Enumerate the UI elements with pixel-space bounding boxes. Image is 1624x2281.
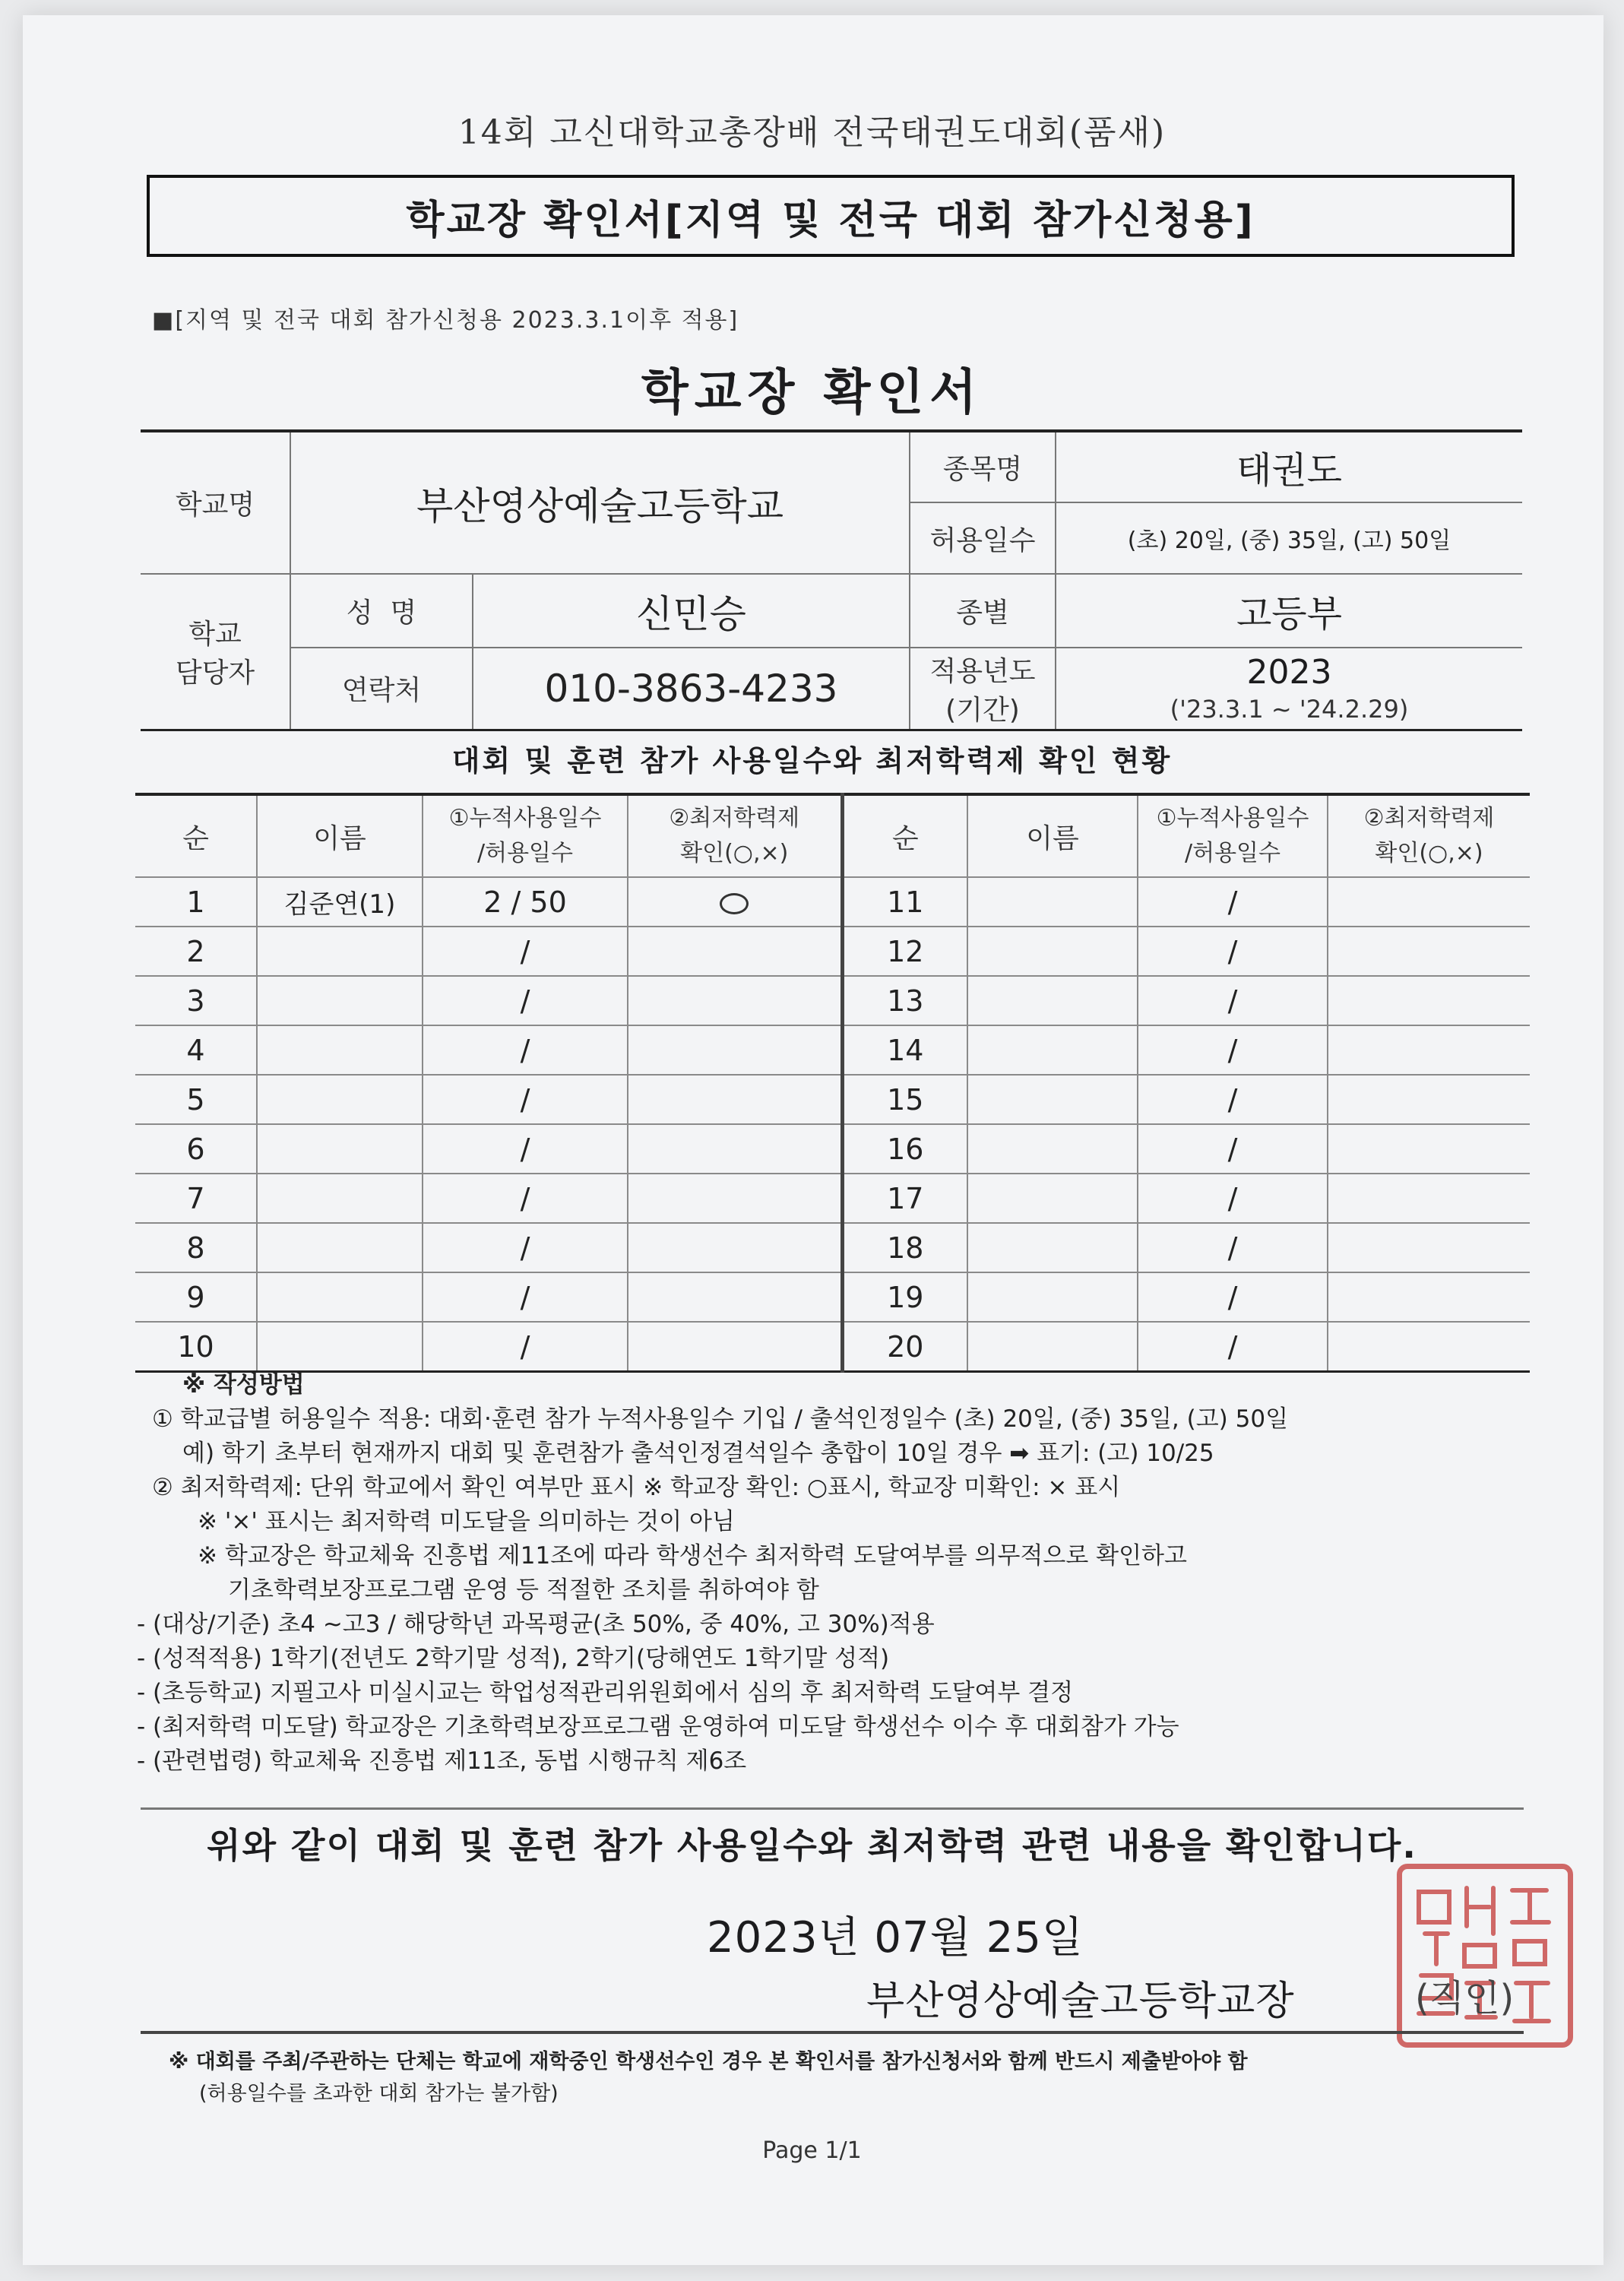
header-min xyxy=(1328,794,1530,877)
row-days: / xyxy=(423,1174,628,1223)
row-days: 2 / 50 xyxy=(423,877,628,927)
row-no: 18 xyxy=(842,1223,967,1272)
table-row xyxy=(135,877,1530,927)
row-name xyxy=(257,1075,423,1124)
instruction-line: ② 최저학력제: 단위 학교에서 확인 여부만 표시 ※ 학교장 확인: ○표시, 학교장 미확인: × 표시 xyxy=(152,1474,1121,1501)
row-no: 9 xyxy=(135,1272,257,1322)
name-label: 성 명 xyxy=(290,574,473,648)
row-days: / xyxy=(423,1025,628,1075)
row-no: 16 xyxy=(842,1124,967,1174)
row-days: / xyxy=(1138,1124,1328,1174)
row-no: 15 xyxy=(842,1075,967,1124)
year-label xyxy=(910,648,1056,730)
row-days: / xyxy=(423,1075,628,1124)
table-row xyxy=(135,927,1530,976)
division-label: 종별 xyxy=(910,574,1056,648)
header-min xyxy=(628,794,842,877)
row-no: 1 xyxy=(135,877,257,927)
row-name xyxy=(967,1075,1138,1124)
row-days: / xyxy=(423,927,628,976)
row-min-check xyxy=(1328,927,1530,976)
header-days xyxy=(423,794,628,877)
table-row xyxy=(135,1272,1530,1322)
staff-label xyxy=(141,574,290,730)
row-no: 11 xyxy=(842,877,967,927)
footnote xyxy=(169,2046,1248,2110)
row-min-check xyxy=(628,1322,842,1372)
row-min-check xyxy=(628,1124,842,1174)
row-name xyxy=(967,976,1138,1025)
form-title: 학교장 확인서[지역 및 전국 대회 참가신청용] xyxy=(406,197,1255,243)
row-min-check xyxy=(628,927,842,976)
instruction-line: - (성적적용) 1학기(전년도 2학기말 성적), 2학기(당해연도 1학기말 성적) xyxy=(137,1645,890,1672)
staff-label-line1: 학교 xyxy=(188,619,242,651)
row-min-check xyxy=(628,877,842,927)
row-min-check xyxy=(1328,1322,1530,1372)
row-name xyxy=(967,927,1138,976)
row-name xyxy=(257,1272,423,1322)
allowed-days-value: (초) 20일, (중) 35일, (고) 50일 xyxy=(1056,502,1522,574)
row-no: 2 xyxy=(135,927,257,976)
row-name xyxy=(967,1322,1138,1372)
row-days: / xyxy=(1138,1223,1328,1272)
row-days: / xyxy=(1138,1025,1328,1075)
row-days: / xyxy=(1138,927,1328,976)
row-name xyxy=(257,1174,423,1223)
footnote-line: (허용일수를 초과한 대회 참가는 불가함) xyxy=(199,2082,559,2105)
division-value: 고등부 xyxy=(1056,574,1522,648)
page-number: Page 1/1 xyxy=(762,2137,862,2164)
year-cell xyxy=(1056,648,1522,730)
row-min-check xyxy=(628,1223,842,1272)
instruction-line: 기초학력보장프로그램 운영 등 적절한 조치를 취하여야 함 xyxy=(228,1576,819,1604)
row-min-check xyxy=(628,976,842,1025)
header-days-line2: /허용일수 xyxy=(476,840,574,866)
row-min-check xyxy=(628,1025,842,1075)
table-row xyxy=(135,1174,1530,1223)
header-days xyxy=(1138,794,1328,877)
header-name: 이름 xyxy=(967,794,1138,877)
row-no: 4 xyxy=(135,1025,257,1075)
row-min-check xyxy=(1328,1174,1530,1223)
instruction-line: ※ '×' 표시는 최저학력 미도달을 의미하는 것이 아님 xyxy=(198,1508,735,1535)
row-days: / xyxy=(1138,1272,1328,1322)
row-no: 12 xyxy=(842,927,967,976)
instruction-line: - (대상/기준) 초4 ~고3 / 해당학년 과목평균(초 50%, 중 40%, 고 30%)적용 xyxy=(137,1611,935,1638)
row-name xyxy=(257,1124,423,1174)
row-name xyxy=(967,1223,1138,1272)
row-min-check xyxy=(628,1272,842,1322)
row-min-check xyxy=(628,1075,842,1124)
school-label: 학교명 xyxy=(141,431,290,574)
header-days-line1: ①누적사용일수 xyxy=(448,804,602,832)
sport-label: 종목명 xyxy=(910,431,1056,502)
row-name xyxy=(257,976,423,1025)
row-min-check xyxy=(1328,1124,1530,1174)
row-name xyxy=(967,1174,1138,1223)
period-value: ('23.3.1 ~ '24.2.29) xyxy=(1170,695,1409,724)
row-no: 3 xyxy=(135,976,257,1025)
header-no: 순 xyxy=(842,794,967,877)
row-days: / xyxy=(423,1124,628,1174)
row-min-check xyxy=(1328,1025,1530,1075)
row-no: 13 xyxy=(842,976,967,1025)
table-row xyxy=(135,1322,1530,1372)
row-min-check xyxy=(1328,877,1530,927)
row-no: 17 xyxy=(842,1174,967,1223)
row-min-check xyxy=(1328,1223,1530,1272)
row-name xyxy=(257,1223,423,1272)
divider xyxy=(141,1807,1524,1810)
usage-table-header xyxy=(135,794,1530,877)
header-days-line1: ①누적사용일수 xyxy=(1156,804,1309,832)
instruction-line: 예) 학기 초부터 현재까지 대회 및 훈련참가 출석인정결석일수 총합이 10일 경우 ➡ 표기: (고) 10/25 xyxy=(182,1440,1214,1467)
header-min-line2: 확인(○,×) xyxy=(680,840,789,866)
instruction-line: - (관련법령) 학교체육 진흥법 제11조, 동법 시행규칙 제6조 xyxy=(137,1747,747,1775)
row-no: 8 xyxy=(135,1223,257,1272)
footnote-line: ※ 대회를 주최/주관하는 단체는 학교에 재학중인 학생선수인 경우 본 확인서를 참가신청서와 함께 반드시 제출받아야 함 xyxy=(169,2050,1248,2073)
header-min-line1: ②최저학력제 xyxy=(1363,804,1495,832)
confirmation-statement: 위와 같이 대회 및 훈련 참가 사용일수와 최저학력 관련 내용을 확인합니다. xyxy=(207,1825,1417,1866)
header-min-line2: 확인(○,×) xyxy=(1375,840,1483,866)
year-label-line2: (기간) xyxy=(945,694,1020,726)
row-no: 19 xyxy=(842,1272,967,1322)
row-no: 10 xyxy=(135,1322,257,1372)
row-min-check xyxy=(628,1174,842,1223)
seal-label: (직인) xyxy=(1415,1977,1515,2020)
instruction-line: - (초등학교) 지필고사 미실시교는 학업성적관리위원회에서 심의 후 최저학력 도달여부 결정 xyxy=(137,1679,1074,1706)
contact-value: 010-3863-4233 xyxy=(473,648,910,730)
form-title-box xyxy=(147,175,1515,257)
year-value: 2023 xyxy=(1246,653,1332,692)
sport-value: 태권도 xyxy=(1056,431,1522,502)
staff-label-line2: 담당자 xyxy=(175,657,255,689)
row-min-check xyxy=(1328,1075,1530,1124)
event-title: 14회 고신대학교총장배 전국태권도대회(품새) xyxy=(457,113,1167,152)
row-days: / xyxy=(423,1272,628,1322)
issue-date: 2023년 07월 25일 xyxy=(707,1913,1084,1963)
row-days: / xyxy=(1138,1174,1328,1223)
instruction-line: ※ 학교장은 학교체육 진흥법 제11조에 따라 학생선수 최저학력 도달여부를 의무적으로 확인하고 xyxy=(198,1542,1187,1570)
row-no: 14 xyxy=(842,1025,967,1075)
table-row xyxy=(135,1075,1530,1124)
header-name: 이름 xyxy=(257,794,423,877)
row-name xyxy=(257,1322,423,1372)
circle-mark-icon xyxy=(720,893,749,914)
row-days: / xyxy=(1138,877,1328,927)
row-days: / xyxy=(423,976,628,1025)
row-name xyxy=(257,1025,423,1075)
school-value: 부산영상예술고등학교 xyxy=(290,431,910,574)
row-min-check xyxy=(1328,1272,1530,1322)
row-name xyxy=(967,1272,1138,1322)
contact-label: 연락처 xyxy=(290,648,473,730)
table-row xyxy=(135,976,1530,1025)
row-name xyxy=(967,1025,1138,1075)
header-no: 순 xyxy=(135,794,257,877)
row-days: / xyxy=(1138,976,1328,1025)
instruction-line: ※ 작성방법 xyxy=(182,1371,305,1399)
table-row xyxy=(135,1124,1530,1174)
row-days: / xyxy=(1138,1322,1328,1372)
principal-signature-line: 부산영상예술고등학교장 xyxy=(866,1978,1295,2024)
status-title: 대회 및 훈련 참가 사용일수와 최저학력제 확인 현황 xyxy=(451,744,1173,778)
instruction-line: - (최저학력 미도달) 학교장은 기초학력보장프로그램 운영하여 미도달 학생선수 이수 후 대회참가 가능 xyxy=(137,1713,1179,1741)
row-days: / xyxy=(423,1223,628,1272)
form-subnote: ■[지역 및 전국 대회 참가신청용 2023.3.1이후 적용] xyxy=(152,307,739,334)
row-no: 7 xyxy=(135,1174,257,1223)
allowed-days-label: 허용일수 xyxy=(910,502,1056,574)
year-label-line1: 적용년도 xyxy=(929,655,1036,687)
divider xyxy=(141,2031,1524,2034)
info-table xyxy=(141,429,1522,731)
row-name xyxy=(967,877,1138,927)
row-no: 6 xyxy=(135,1124,257,1174)
name-value: 신민승 xyxy=(473,574,910,648)
instructions xyxy=(137,1368,1535,1779)
row-name xyxy=(257,927,423,976)
document-title: 학교장 확인서 xyxy=(641,365,983,421)
row-no: 5 xyxy=(135,1075,257,1124)
row-name: 김준연(1) xyxy=(257,877,423,927)
row-no: 20 xyxy=(842,1322,967,1372)
row-name xyxy=(967,1124,1138,1174)
instruction-line: ① 학교급별 허용일수 적용: 대회·훈련 참가 누적사용일수 기입 / 출석인정일수 (초) 20일, (중) 35일, (고) 50일 xyxy=(152,1405,1289,1433)
row-min-check xyxy=(1328,976,1530,1025)
table-row xyxy=(135,1025,1530,1075)
row-days: / xyxy=(1138,1075,1328,1124)
usage-table xyxy=(135,793,1530,1373)
header-min-line1: ②최저학력제 xyxy=(669,804,800,832)
table-row xyxy=(135,1223,1530,1272)
header-days-line2: /허용일수 xyxy=(1184,840,1281,866)
row-days: / xyxy=(423,1322,628,1372)
